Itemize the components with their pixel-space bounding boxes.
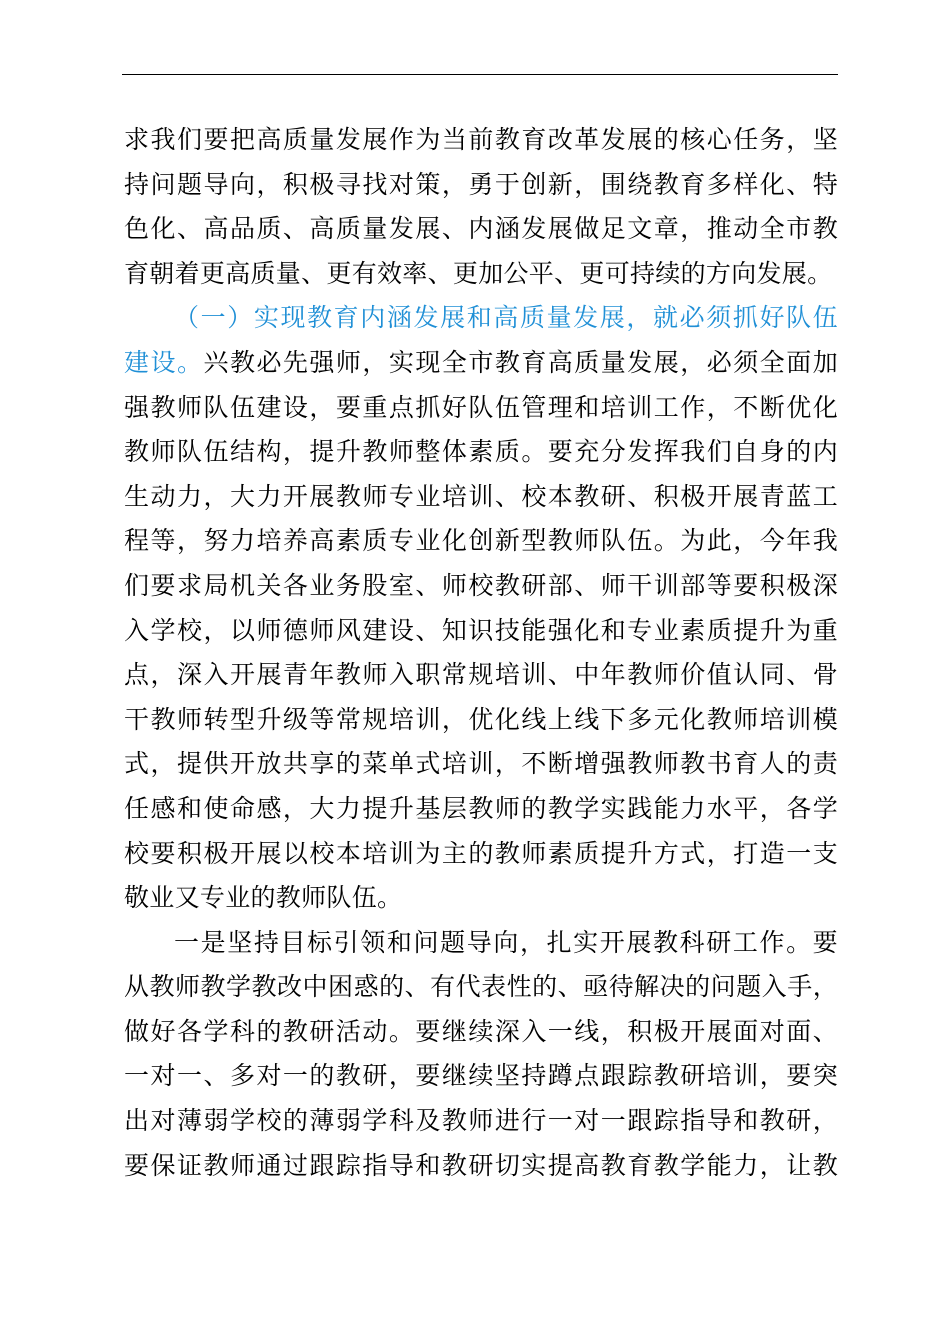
text-line: 点，深入开展青年教师入职常规培训、中年教师价值认同、骨 xyxy=(124,660,838,690)
text-line: 式，提供开放共享的菜单式培训，不断增强教师教书育人的责 xyxy=(124,749,838,779)
text-line: 干教师转型升级等常规培训，优化线上线下多元化教师培训模 xyxy=(124,704,838,734)
text-line: 生动力，大力开展教师专业培训、校本教研、积极开展青蓝工 xyxy=(124,481,838,511)
paragraph-team-building xyxy=(124,296,838,920)
text-line: 一对一、多对一的教研，要继续坚持蹲点跟踪教研培训，要突 xyxy=(124,1061,838,1091)
text-line: 校要积极开展以校本培训为主的教师素质提升方式，打造一支 xyxy=(124,838,838,868)
text-line: 教师队伍结构，提升教师整体素质。要充分发挥我们自身的内 xyxy=(124,437,838,467)
text-line: 们要求局机关各业务股室、师校教研部、师干训部等要积极深 xyxy=(124,570,838,600)
text-line: 一是坚持目标引领和问题导向，扎实开展教科研工作。要 xyxy=(174,927,838,957)
paragraph-intro xyxy=(124,118,838,296)
text-line: 入学校，以师德师风建设、知识技能强化和专业素质提升为重 xyxy=(124,615,838,645)
text-line: 出对薄弱学校的薄弱学科及教师进行一对一跟踪指导和教研， xyxy=(124,1106,838,1136)
text-line-rest: 兴教必先强师，实现全市教育高质量发展，必须全面加 xyxy=(203,347,838,377)
text-line: 求我们要把高质量发展作为当前教育改革发展的核心任务，坚 xyxy=(124,125,838,154)
text-line xyxy=(124,341,838,386)
text-line: 从教师教学教改中困惑的、有代表性的、亟待解决的问题入手， xyxy=(124,972,838,1002)
document-body xyxy=(124,118,838,1188)
text-line: 任感和使命感，大力提升基层教师的教学实践能力水平，各学 xyxy=(124,793,838,823)
text-line: 敬业又专业的教师队伍。 xyxy=(124,883,403,913)
text-line: 持问题导向，积极寻找对策，勇于创新，围绕教育多样化、特 xyxy=(124,169,838,199)
text-line: 要保证教师通过跟踪指导和教研切实提高教育教学能力，让教 xyxy=(124,1150,838,1180)
section-heading-end: 建设。 xyxy=(124,347,204,377)
section-heading: （一）实现教育内涵发展和高质量发展，就必须抓好队伍 xyxy=(174,303,838,333)
text-line: 做好各学科的教研活动。要继续深入一线，积极开展面对面、 xyxy=(124,1016,838,1046)
text-line: 程等，努力培养高素质专业化创新型教师队伍。为此，今年我 xyxy=(124,526,838,556)
text-line: 色化、高品质、高质量发展、内涵发展做足文章，推动全市教 xyxy=(124,214,838,244)
paragraph-research xyxy=(124,921,838,1189)
header-rule xyxy=(122,74,838,75)
text-line: 育朝着更高质量、更有效率、更加公平、更可持续的方向发展。 xyxy=(124,258,833,288)
text-line: 强教师队伍建设，要重点抓好队伍管理和培训工作，不断优化 xyxy=(124,392,838,422)
